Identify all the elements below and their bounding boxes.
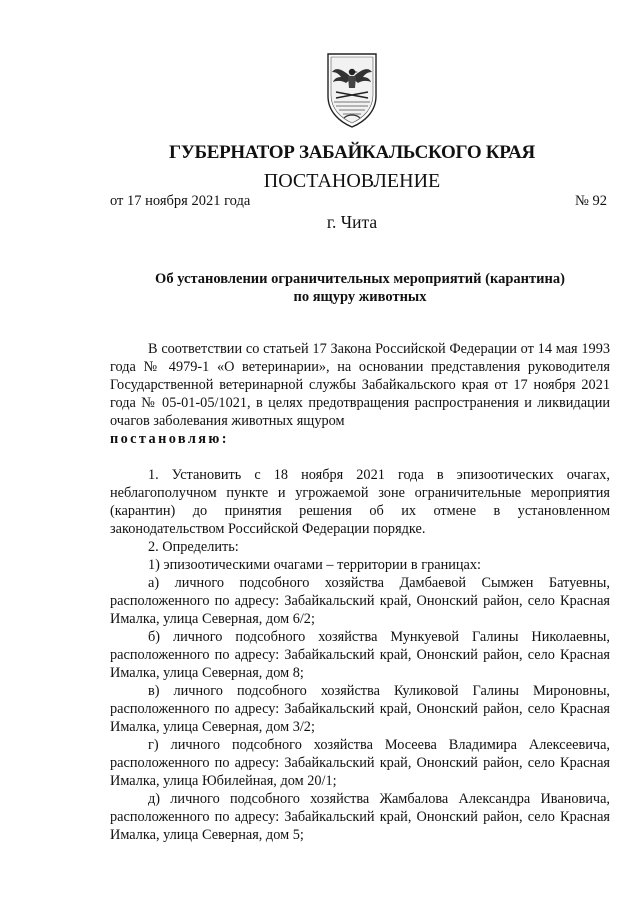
list-item: г) личного подсобного хозяйства Мосеева Владимира Алексеевича, расположенного по адресу: Забайкальский край, Ононский район, село Красная Ималка, улица Юбилейная, дом 20/1; bbox=[110, 737, 610, 789]
preamble-paragraph: В соответствии со статьей 17 Закона Российской Федерации от 14 мая 1993 года № 4979-1 «О ветеринарии», на основании представления руководителя Государственной ветеринарной службы Забайкальского края от 17 ноября 2021 года № 05-01-05/1021, в целях предотвращения распространения и ликвидации очагов заболевания животных ящуром bbox=[110, 341, 610, 429]
clause-1-paragraph: 1. Установить с 18 ноября 2021 года в эпизоотических очагах, неблагополучном пункте и угрожаемой зоне ограничительные мероприятия (карантин) до принятия решения об их отмене в установленном законодательством Российской Федерации порядке. bbox=[110, 467, 610, 537]
list-item: в) личного подсобного хозяйства Куликовой Галины Мироновны, расположенного по адресу: Забайкальский край, Ононский район, село Красная Ималка, улица Северная, дом 3/2; bbox=[110, 683, 610, 735]
clause-2-1-paragraph: 1) эпизоотическими очагами – территории в границах: bbox=[148, 557, 481, 573]
document-subject bbox=[110, 270, 610, 306]
decree-word: постановляю: bbox=[110, 431, 229, 447]
list-item: д) личного подсобного хозяйства Жамбалова Александра Ивановича, расположенного по адресу: Забайкальский край, Ононский район, село Красная Ималка, улица Северная, дом 5; bbox=[110, 791, 610, 843]
decree-word-line bbox=[110, 430, 610, 448]
coat-of-arms-emblem bbox=[322, 52, 382, 128]
subject-line-2: по ящуру животных bbox=[293, 289, 427, 305]
list-item: б) личного подсобного хозяйства Мункуевой Галины Николаевны, расположенного по адресу: Забайкальский край, Ононский район, село Красная Ималка, улица Северная, дом 8; bbox=[110, 629, 610, 681]
clause-2-paragraph: 2. Определить: bbox=[148, 539, 239, 555]
list-item: а) личного подсобного хозяйства Дамбаевой Сымжен Батуевны, расположенного по адресу: Забайкальский край, Ононский район, село Красная Ималка, улица Северная, дом 6/2; bbox=[110, 575, 610, 627]
document-number: № 92 bbox=[575, 193, 607, 209]
authority-title: ГУБЕРНАТОР ЗАБАЙКАЛЬСКОГО КРАЯ bbox=[169, 142, 535, 163]
document-type: ПОСТАНОВЛЕНИЕ bbox=[263, 170, 441, 192]
document-body bbox=[110, 340, 610, 844]
document-date: от 17 ноября 2021 года bbox=[110, 193, 251, 209]
subject-line-1: Об установлении ограничительных мероприятий (карантина) bbox=[155, 271, 565, 287]
document-city: г. Чита bbox=[326, 212, 378, 232]
